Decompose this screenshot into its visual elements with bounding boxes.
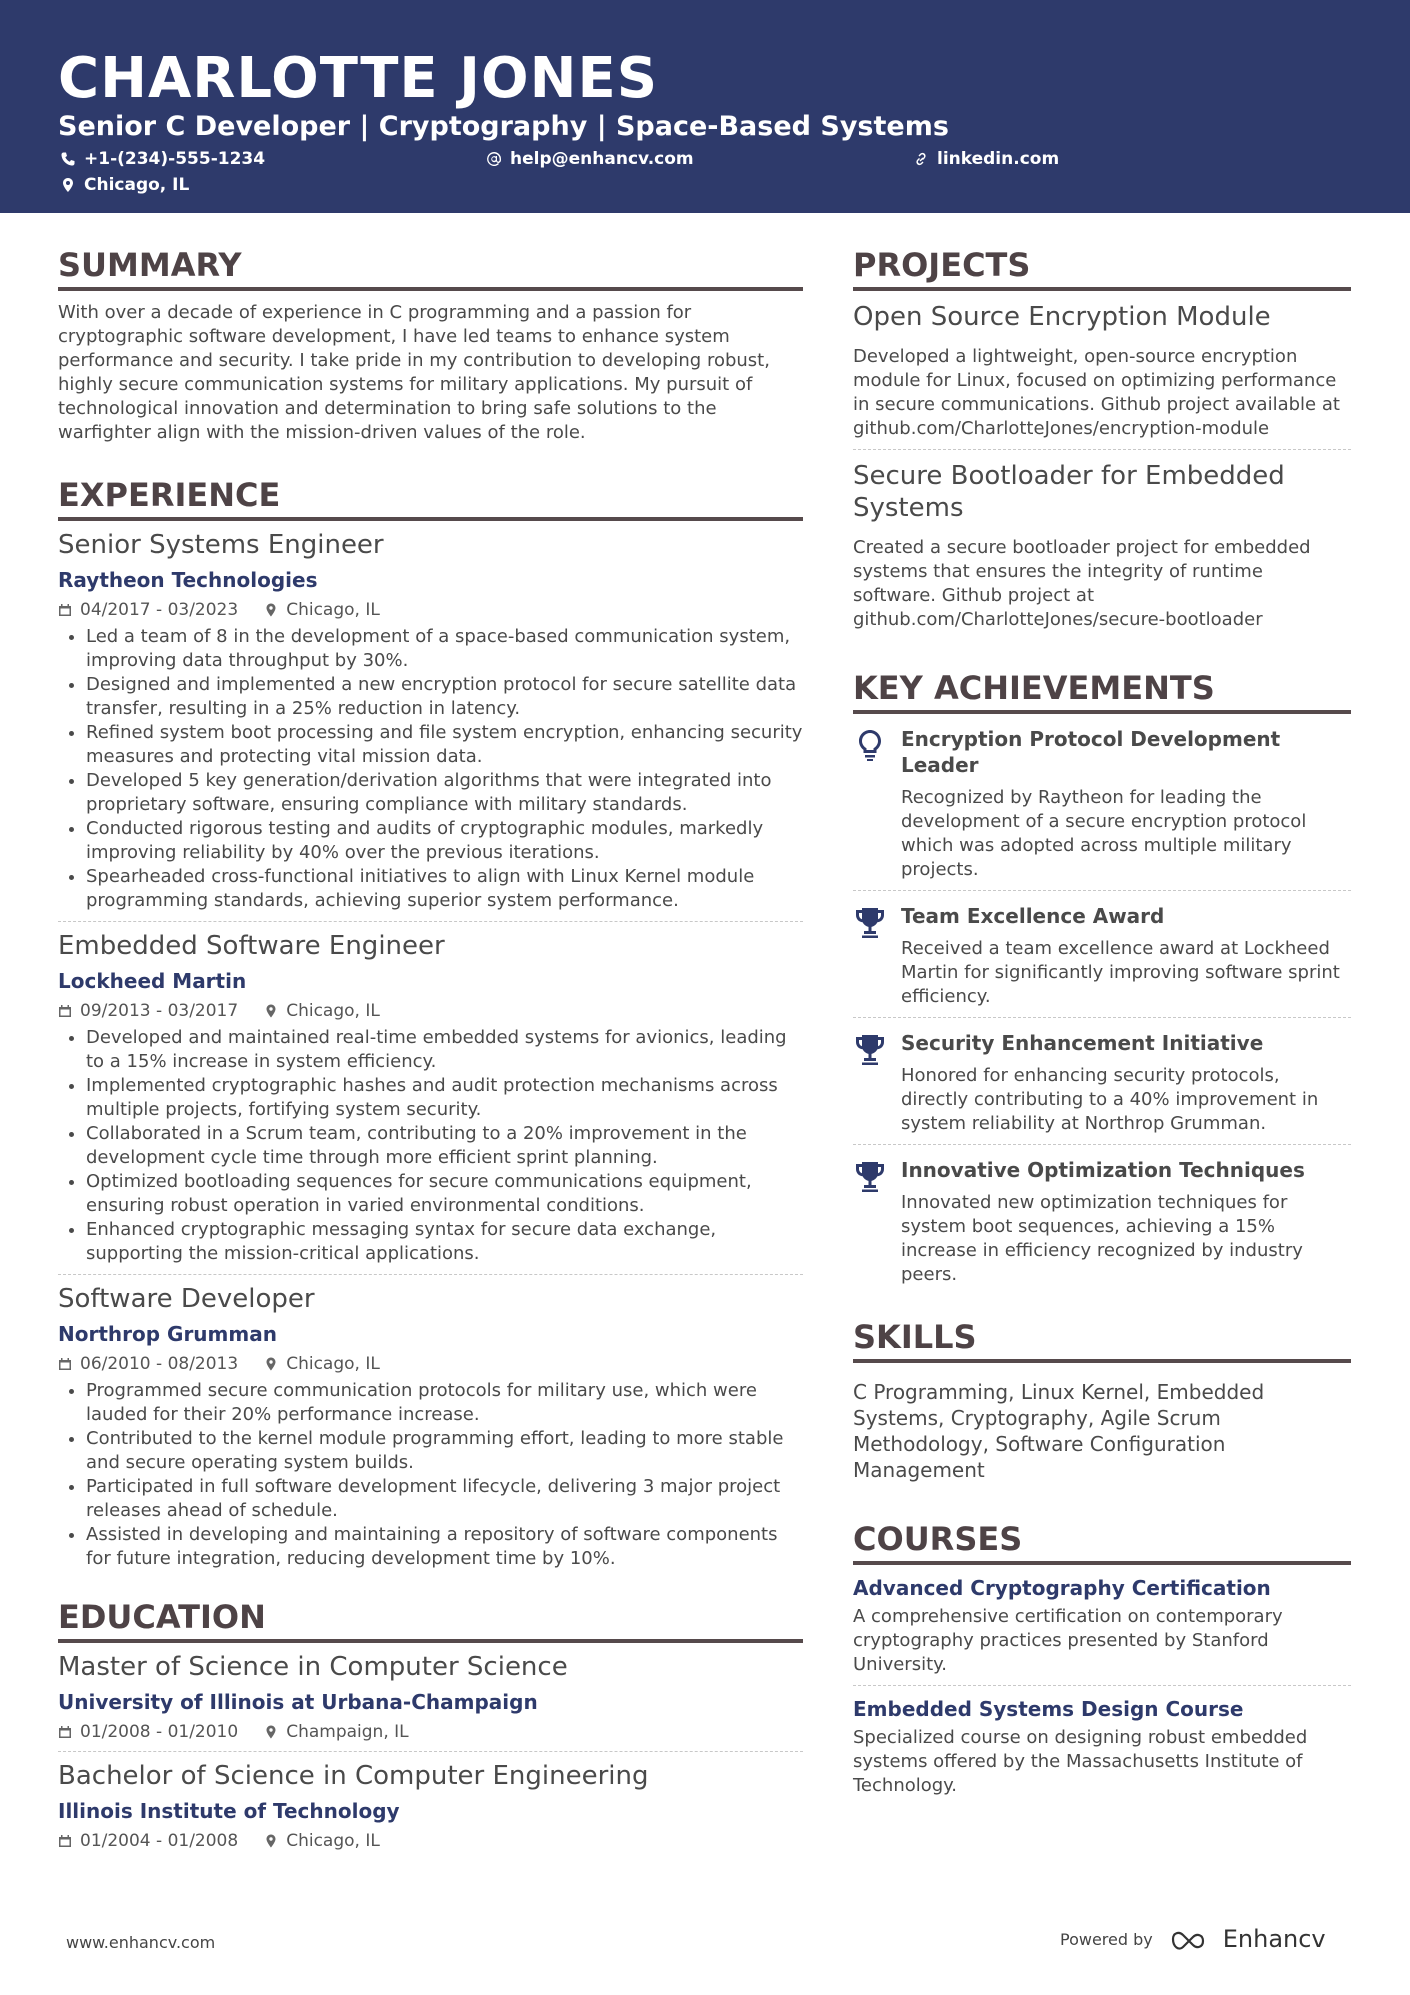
brand-logo[interactable] — [1169, 1925, 1326, 1953]
bullet-item: • Programmed secure communication protocols for military use, which were lauded for their 20% performance increase. — [86, 1379, 803, 1427]
lightbulb-icon — [853, 728, 887, 762]
company-name: Raytheon Technologies — [58, 568, 318, 592]
enhancv-logo-icon — [1169, 1925, 1217, 1953]
education-entry — [58, 1760, 803, 1852]
achievement-description: Innovated new optimization techniques for system boot sequences, achieving a 15% increase in efficiency recognized by industry peers. — [901, 1192, 1303, 1285]
education-location: Champaign, IL — [286, 1722, 409, 1742]
experience-entry — [58, 930, 803, 1266]
education-entry — [58, 1651, 803, 1743]
education-meta — [58, 1830, 803, 1852]
brand-name: Enhancv — [1222, 1925, 1326, 1953]
degree-title: Master of Science in Computer Science — [58, 1652, 568, 1682]
candidate-headline: Senior C Developer | Cryptography | Space-Based Systems — [58, 111, 949, 142]
school-name: Illinois Institute of Technology — [58, 1799, 400, 1823]
job-title: Senior Systems Engineer — [58, 530, 384, 560]
achievement-title: Encryption Protocol Development Leader — [901, 727, 1281, 777]
course-entry — [853, 1696, 1351, 1798]
education-location: Chicago, IL — [286, 1831, 380, 1851]
candidate-name: CHARLOTTE JONES — [58, 46, 659, 111]
experience-entry — [58, 1283, 803, 1571]
job-meta — [58, 599, 803, 621]
summary-text: With over a decade of experience in C programming and a passion for cryptographic software development, I have led teams to enhance system performance and security. I take pride in my contribution to developing robust, highly secure communication systems for military applications. My pursuit of technological innovation and determination to bring safe solutions to the warfighter align with the mission-driven values of the role. — [58, 302, 770, 443]
project-entry — [853, 301, 1351, 441]
footer-website[interactable]: www.enhancv.com — [66, 1933, 216, 1952]
school-name: University of Illinois at Urbana-Champaign — [58, 1690, 538, 1714]
location-pin-icon — [264, 1834, 278, 1848]
location-pin-icon — [264, 1357, 278, 1371]
achievement-entry — [853, 903, 1351, 1009]
bullet-item: • Contributed to the kernel module programming effort, leading to more stable and secure operating system builds. — [86, 1427, 803, 1475]
entry-divider — [58, 1751, 803, 1752]
entry-divider — [853, 1144, 1351, 1145]
achievement-title: Team Excellence Award — [901, 904, 1165, 928]
job-location: Chicago, IL — [286, 600, 380, 620]
projects-section — [853, 245, 1351, 632]
company-name: Lockheed Martin — [58, 969, 247, 993]
experience-entry — [58, 529, 803, 913]
education-dates: 01/2008 - 01/2010 — [80, 1722, 239, 1742]
bullet-item: • Collaborated in a Scrum team, contributing to a 20% improvement in the development cycle time through more efficient sprint planning. — [86, 1122, 803, 1170]
bullet-item: • Spearheaded cross-functional initiatives to align with Linux Kernel module programming standards, achieving superior system performance. — [86, 865, 803, 913]
email-text: help@enhancv.com — [510, 149, 694, 169]
job-bullets — [58, 1026, 803, 1266]
at-icon — [486, 151, 502, 167]
bullet-item: • Conducted rigorous testing and audits of cryptographic modules, markedly improving reliability by 40% over the previous iterations. — [86, 817, 803, 865]
course-description: A comprehensive certification on contemporary cryptography practices presented by Stanford University. — [853, 1606, 1283, 1675]
job-meta — [58, 1353, 803, 1375]
linkedin-contact[interactable] — [913, 148, 1059, 170]
left-column — [58, 245, 803, 1852]
project-title: Secure Bootloader for Embedded Systems — [853, 461, 1285, 523]
trophy-icon — [853, 1032, 887, 1066]
job-title: Embedded Software Engineer — [58, 931, 445, 961]
course-entry — [853, 1575, 1351, 1677]
resume-header — [0, 0, 1410, 213]
phone-icon — [60, 151, 76, 167]
entry-divider — [853, 449, 1351, 450]
bullet-item: • Participated in full software development lifecycle, delivering 3 major project releases ahead of schedule. — [86, 1475, 803, 1523]
location-contact — [60, 174, 189, 196]
section-title-achievements: KEY ACHIEVEMENTS — [853, 668, 1351, 714]
project-title: Open Source Encryption Module — [853, 302, 1271, 332]
job-location: Chicago, IL — [286, 1354, 380, 1374]
bullet-item: • Assisted in developing and maintaining a repository of software components for future integration, reducing development time by 10%. — [86, 1523, 803, 1571]
job-dates: 04/2017 - 03/2023 — [80, 600, 239, 620]
calendar-icon — [58, 1004, 72, 1018]
skills-section — [853, 1317, 1351, 1483]
achievement-description: Honored for enhancing security protocols, directly contributing to a 40% improvement in system reliability at Northrop Grumman. — [901, 1065, 1319, 1134]
entry-divider — [58, 1274, 803, 1275]
job-bullets — [58, 625, 803, 913]
education-section — [58, 1597, 803, 1852]
project-description: Developed a lightweight, open-source encryption module for Linux, focused on optimizing performance in secure communications. Github project available at github.com/CharlotteJones/encryption-module — [853, 346, 1340, 439]
bullet-item: • Developed 5 key generation/derivation algorithms that were integrated into proprietary software, ensuring compliance with military standards. — [86, 769, 803, 817]
entry-divider — [853, 890, 1351, 891]
job-dates: 09/2013 - 03/2017 — [80, 1001, 239, 1021]
phone-text: +1-(234)-555-1234 — [84, 149, 266, 169]
bullet-item: • Designed and implemented a new encryption protocol for secure satellite data transfer, resulting in a 25% reduction in latency. — [86, 673, 803, 721]
bullet-item: • Enhanced cryptographic messaging syntax for secure data exchange, supporting the mission-critical applications. — [86, 1218, 803, 1266]
phone-contact[interactable] — [60, 148, 265, 170]
link-icon — [913, 151, 929, 167]
skills-list: C Programming, Linux Kernel, Embedded Systems, Cryptography, Agile Scrum Methodology, Software Configuration Management — [853, 1380, 1265, 1482]
bullet-item: • Refined system boot processing and file system encryption, enhancing security measures and protecting vital mission data. — [86, 721, 803, 769]
job-meta — [58, 1000, 803, 1022]
email-contact[interactable] — [486, 148, 694, 170]
trophy-icon — [853, 905, 887, 939]
section-title-courses: COURSES — [853, 1519, 1351, 1565]
section-title-experience: EXPERIENCE — [58, 475, 803, 521]
calendar-icon — [58, 1725, 72, 1739]
section-title-projects: PROJECTS — [853, 245, 1351, 291]
job-bullets — [58, 1379, 803, 1571]
powered-by-label: Powered by — [1060, 1929, 1153, 1949]
right-column — [853, 245, 1351, 1798]
location-pin-icon — [264, 1725, 278, 1739]
calendar-icon — [58, 603, 72, 617]
job-title: Software Developer — [58, 1284, 315, 1314]
summary-section — [58, 245, 803, 445]
job-dates: 06/2010 - 08/2013 — [80, 1354, 239, 1374]
degree-title: Bachelor of Science in Computer Engineering — [58, 1761, 649, 1791]
bullet-item: • Optimized bootloading sequences for secure communications equipment, ensuring robust operation in varied environmental conditions. — [86, 1170, 803, 1218]
location-pin-icon — [264, 1004, 278, 1018]
entry-divider — [58, 921, 803, 922]
achievement-title: Innovative Optimization Techniques — [901, 1158, 1305, 1182]
trophy-icon — [853, 1159, 887, 1193]
achievement-title: Security Enhancement Initiative — [901, 1031, 1264, 1055]
entry-divider — [853, 1017, 1351, 1018]
project-description: Created a secure bootloader project for embedded systems that ensures the integrity of runtime software. Github project at github.com/CharlotteJones/secure-bootloader — [853, 537, 1311, 630]
location-text: Chicago, IL — [84, 175, 190, 195]
achievement-entry — [853, 1157, 1351, 1287]
footer-branding — [1060, 1925, 1326, 1953]
bullet-item: • Developed and maintained real-time embedded systems for avionics, leading to a 15% increase in system efficiency. — [86, 1026, 803, 1074]
course-title: Embedded Systems Design Course — [853, 1697, 1244, 1721]
experience-section — [58, 475, 803, 1571]
education-meta — [58, 1721, 803, 1743]
calendar-icon — [58, 1834, 72, 1848]
location-pin-icon — [60, 177, 76, 193]
section-title-education: EDUCATION — [58, 1597, 803, 1643]
course-description: Specialized course on designing robust embedded systems offered by the Massachusetts Institute of Technology. — [853, 1727, 1308, 1796]
bullet-item: • Led a team of 8 in the development of a space-based communication system, improving data throughput by 30%. — [86, 625, 803, 673]
section-title-summary: SUMMARY — [58, 245, 803, 291]
achievement-entry — [853, 1030, 1351, 1136]
location-pin-icon — [264, 603, 278, 617]
linkedin-text: linkedin.com — [937, 149, 1060, 169]
entry-divider — [853, 1685, 1351, 1686]
education-dates: 01/2004 - 01/2008 — [80, 1831, 239, 1851]
courses-section — [853, 1519, 1351, 1798]
achievement-entry — [853, 726, 1351, 882]
achievement-description: Received a team excellence award at Lockheed Martin for significantly improving software sprint efficiency. — [901, 938, 1340, 1007]
job-location: Chicago, IL — [286, 1001, 380, 1021]
achievement-description: Recognized by Raytheon for leading the development of a secure encryption protocol which was adopted across multiple military projects. — [901, 787, 1307, 880]
company-name: Northrop Grumman — [58, 1322, 277, 1346]
project-entry — [853, 460, 1351, 632]
section-title-skills: SKILLS — [853, 1317, 1351, 1363]
achievements-section — [853, 668, 1351, 1287]
calendar-icon — [58, 1357, 72, 1371]
bullet-item: • Implemented cryptographic hashes and audit protection mechanisms across multiple projects, fortifying system security. — [86, 1074, 803, 1122]
course-title: Advanced Cryptography Certification — [853, 1576, 1271, 1600]
